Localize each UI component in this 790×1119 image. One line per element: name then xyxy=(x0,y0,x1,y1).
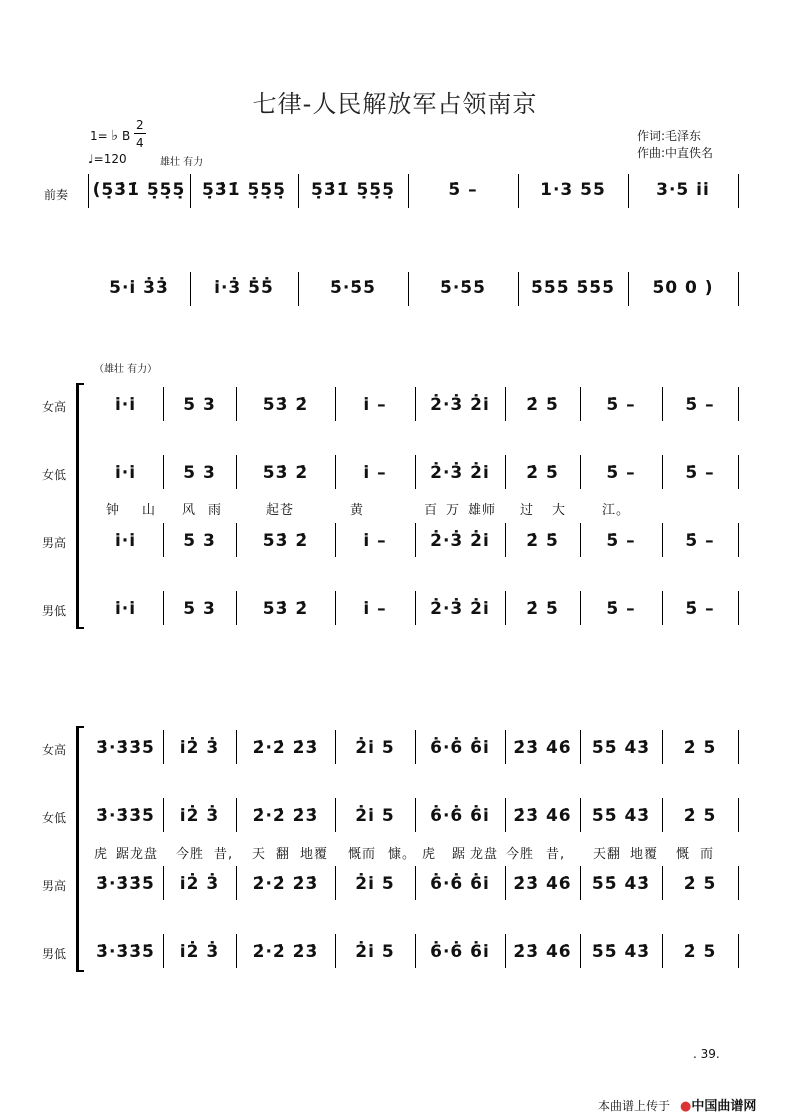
lyric-syllable: 慨 xyxy=(676,847,691,862)
note-cell: 5̇·5̇5̇ xyxy=(440,278,486,298)
barline xyxy=(505,523,506,557)
note-cell: i̇ – xyxy=(363,599,387,619)
note-cell: 5̇5̇ 4̇3̇ xyxy=(591,874,651,894)
barline xyxy=(580,866,581,900)
note-cell: 2̇ 5 xyxy=(683,738,717,758)
barline xyxy=(518,272,519,306)
barline xyxy=(580,798,581,832)
note-cell: 5̇ – xyxy=(685,531,715,551)
note-cell: 53̇ 2̇ xyxy=(262,599,309,619)
site-logo-text: 中国曲谱网 xyxy=(691,1099,757,1114)
barline xyxy=(580,455,581,489)
note-cell: 2̇3̇ 4̇6̇ xyxy=(513,806,572,826)
barline xyxy=(163,866,164,900)
expression-chorus: （雄壮 有力） xyxy=(94,364,158,375)
note-cell: 2̇ 5̇ xyxy=(526,395,559,415)
key-prefix: 1= xyxy=(90,129,108,143)
site-logo: ●中国曲谱网 xyxy=(680,1099,757,1114)
note-cell: 53̇ 2̇ xyxy=(262,395,309,415)
note-cell: 5̣3̇1̇ 5̣5̣5̣ xyxy=(311,180,395,200)
barline xyxy=(236,798,237,832)
note-cell: 5 3 xyxy=(183,599,216,619)
note-cell: 5 3 xyxy=(183,395,216,415)
barline xyxy=(335,591,336,625)
barline xyxy=(738,934,739,968)
barline xyxy=(163,523,164,557)
part-label: 女低 xyxy=(42,468,67,482)
note-cell: 53̇ 2̇ xyxy=(262,463,309,483)
note-cell: 5̇ – xyxy=(606,463,636,483)
note-cell: i̇ – xyxy=(363,395,387,415)
barline xyxy=(580,523,581,557)
lyric-syllable: 百 xyxy=(424,503,439,518)
note-cell: 2̇i̇ 5 xyxy=(355,942,395,962)
lyric-syllable: 雨 xyxy=(208,503,223,518)
note-cell: 2̇i̇ 5 xyxy=(355,738,395,758)
key-signature xyxy=(90,128,130,144)
lyric-syllable: 过 xyxy=(520,503,535,518)
barline xyxy=(580,934,581,968)
barline xyxy=(163,934,164,968)
note-cell: 3·5 i̇i̇ xyxy=(656,180,710,200)
lyric-syllable: 雄师 xyxy=(468,503,497,518)
lyric-syllable: 今胜 xyxy=(506,847,535,862)
note-cell: i̇·i̇ xyxy=(114,395,137,415)
note-cell: 5̇0 0 ) xyxy=(652,278,714,298)
barline xyxy=(628,272,629,306)
barline xyxy=(505,455,506,489)
note-cell: 5̇5̇ 4̇3̇ xyxy=(591,738,651,758)
system-bracket xyxy=(76,383,79,629)
note-cell: 6̇·6̇ 6̇i̇ xyxy=(430,874,490,894)
lyric-syllable: 虎 xyxy=(94,847,109,862)
lyric-syllable: 翻 xyxy=(276,847,291,862)
note-cell: 2̇·2̇ 2̇3̇ xyxy=(252,942,319,962)
system-bracket-cap xyxy=(76,726,84,728)
barline xyxy=(505,934,506,968)
lyric-syllable: 黄 xyxy=(350,503,365,518)
barline xyxy=(662,730,663,764)
system-bracket-cap xyxy=(76,383,84,385)
barline xyxy=(163,387,164,421)
barline xyxy=(738,591,739,625)
lyric-syllable: 地覆 xyxy=(300,847,329,862)
barline xyxy=(662,387,663,421)
intro-label: 前奏 xyxy=(44,188,69,202)
note-cell: (5̣3̇1̇ 5̣5̣5̣ xyxy=(92,180,186,200)
tempo-marking xyxy=(88,152,127,166)
lyric-syllable: 昔, xyxy=(214,847,234,862)
lyric-syllable: 踞 xyxy=(452,847,467,862)
part-label: 男高 xyxy=(42,536,67,550)
lyric-syllable: 踞龙盘 xyxy=(116,847,159,862)
barline xyxy=(415,591,416,625)
page-number: . 39. xyxy=(693,1047,720,1061)
note-cell: 2̇·2̇ 2̇3̇ xyxy=(252,874,319,894)
barline xyxy=(415,455,416,489)
lyric-syllable: 钟 xyxy=(106,503,121,518)
barline xyxy=(88,174,89,208)
barline xyxy=(335,455,336,489)
barline xyxy=(580,591,581,625)
note-cell: i̇ – xyxy=(363,531,387,551)
note-cell: 5̇5̇ 4̇3̇ xyxy=(591,806,651,826)
note-cell: i̇2̇ 3̇ xyxy=(179,874,220,894)
barline xyxy=(335,387,336,421)
system-bracket xyxy=(76,726,79,972)
barline xyxy=(505,798,506,832)
barline xyxy=(163,455,164,489)
note-cell: 6̇·6̇ 6̇i̇ xyxy=(430,738,490,758)
barline xyxy=(236,591,237,625)
lyric-syllable: 山 xyxy=(142,503,157,518)
footer-text: 本曲谱上传于 xyxy=(598,1099,671,1113)
barline xyxy=(505,730,506,764)
part-label: 男低 xyxy=(42,604,67,618)
barline xyxy=(580,387,581,421)
barline xyxy=(190,174,191,208)
barline xyxy=(628,174,629,208)
lyric-syllable: 今胜 xyxy=(176,847,205,862)
barline xyxy=(662,934,663,968)
note-cell: 2̇·2̇ 2̇3̇ xyxy=(252,738,319,758)
lyric-syllable: 大 xyxy=(552,503,567,518)
barline xyxy=(738,798,739,832)
note-cell: 3̇·3̇3̇5̇ xyxy=(96,942,155,962)
note-cell: 2̇i̇ 5 xyxy=(355,806,395,826)
note-cell: i̇2̇ 3̇ xyxy=(179,806,220,826)
time-signature-top: 2 xyxy=(136,118,144,132)
barline xyxy=(518,174,519,208)
lyric-syllable: 慷。 xyxy=(388,847,417,862)
part-label: 女高 xyxy=(42,743,67,757)
lyric-syllable: 江。 xyxy=(602,503,631,518)
note-cell: 2̇ 5̇ xyxy=(526,599,559,619)
lyric-syllable: 地覆 xyxy=(630,847,659,862)
note-cell: 5 3 xyxy=(183,531,216,551)
lyric-syllable: 天 xyxy=(252,847,267,862)
tempo-value: =120 xyxy=(93,152,127,166)
barline xyxy=(580,730,581,764)
barline xyxy=(163,730,164,764)
barline xyxy=(662,523,663,557)
barline xyxy=(415,730,416,764)
barline xyxy=(190,272,191,306)
note-cell: 5̇ – xyxy=(685,599,715,619)
barline xyxy=(236,455,237,489)
barline xyxy=(662,455,663,489)
barline xyxy=(662,866,663,900)
note-cell: 2̇·3̇ 2̇i̇ xyxy=(430,463,490,483)
system-bracket-cap xyxy=(76,970,84,972)
lyric-syllable: 天翻 xyxy=(593,847,622,862)
note-cell: 2̇i̇ 5 xyxy=(355,874,395,894)
note-cell: 5̇5̇5̇ 5̇5̇5̇ xyxy=(531,278,615,298)
barline xyxy=(415,387,416,421)
expression-intro: 雄壮 有力 xyxy=(160,157,204,168)
note-cell: 2̇3̇ 4̇6̇ xyxy=(513,942,572,962)
note-cell: 6̇·6̇ 6̇i̇ xyxy=(430,806,490,826)
barline xyxy=(662,798,663,832)
note-cell: 2̇·2̇ 2̇3̇ xyxy=(252,806,319,826)
lyricist: 作词:毛泽东 xyxy=(637,129,702,143)
barline xyxy=(415,866,416,900)
barline xyxy=(236,387,237,421)
lyric-syllable: 昔, xyxy=(546,847,566,862)
time-signature-bottom: 4 xyxy=(136,136,144,150)
note-cell: 3̇·3̇3̇5̇ xyxy=(96,738,155,758)
note-cell: 5̇5̇ 4̇3̇ xyxy=(591,942,651,962)
lyric-syllable: 起苍 xyxy=(266,503,295,518)
barline xyxy=(298,272,299,306)
barline xyxy=(408,272,409,306)
page-title: 七律-人民解放军占领南京 xyxy=(252,90,538,118)
note-cell: 5̇ – xyxy=(685,395,715,415)
barline xyxy=(335,730,336,764)
time-signature-line xyxy=(134,133,146,134)
note-cell: i̇·i̇ xyxy=(114,531,137,551)
note-cell: 2̇ 5 xyxy=(683,806,717,826)
barline xyxy=(415,934,416,968)
barline xyxy=(236,934,237,968)
barline xyxy=(738,174,739,208)
barline xyxy=(298,174,299,208)
barline xyxy=(335,866,336,900)
barline xyxy=(738,272,739,306)
note-cell: 2̇ 5̇ xyxy=(526,531,559,551)
barline xyxy=(738,730,739,764)
barline xyxy=(335,798,336,832)
note-cell: 5̇ – xyxy=(606,531,636,551)
note-cell: 2̇·3̇ 2̇i̇ xyxy=(430,395,490,415)
note-cell: 5 3 xyxy=(183,463,216,483)
system-bracket-cap xyxy=(76,627,84,629)
note-cell: 2̇3̇ 4̇6̇ xyxy=(513,738,572,758)
note-cell: 6̇·6̇ 6̇i̇ xyxy=(430,942,490,962)
note-cell: 2̇·3̇ 2̇i̇ xyxy=(430,599,490,619)
barline xyxy=(738,455,739,489)
barline xyxy=(415,798,416,832)
note-cell: 2̇3̇ 4̇6̇ xyxy=(513,874,572,894)
barline xyxy=(415,523,416,557)
note-cell: i̇·i̇ xyxy=(114,599,137,619)
note-cell: 3̇·3̇3̇5̇ xyxy=(96,806,155,826)
barline xyxy=(662,591,663,625)
note-cell: i̇·3̇ 5̇5̇ xyxy=(214,278,274,298)
note-cell: 1·3 55 xyxy=(540,180,606,200)
note-cell: i̇2̇ 3̇ xyxy=(179,942,220,962)
note-cell: 2̇·3̇ 2̇i̇ xyxy=(430,531,490,551)
barline xyxy=(335,523,336,557)
barline xyxy=(505,387,506,421)
key-letter: B xyxy=(121,129,131,143)
part-label: 男高 xyxy=(42,879,67,893)
note-cell: 5·i̇ 3̇3̇ xyxy=(109,278,169,298)
barline xyxy=(505,866,506,900)
note-cell: i̇ – xyxy=(363,463,387,483)
note-cell: 2̇ 5 xyxy=(683,942,717,962)
note-cell: 5̇ – xyxy=(448,180,478,200)
barline xyxy=(335,934,336,968)
lyric-syllable: 虎 xyxy=(422,847,437,862)
quarter-note-icon: ♩ xyxy=(88,152,94,166)
part-label: 男低 xyxy=(42,947,67,961)
barline xyxy=(408,174,409,208)
lyric-syllable: 龙盘 xyxy=(470,847,499,862)
lyric-syllable: 慨而 xyxy=(348,847,377,862)
barline xyxy=(738,387,739,421)
composer: 作曲:中直佚名 xyxy=(637,146,714,160)
note-cell: 5̇ – xyxy=(685,463,715,483)
note-cell: 2̇ 5 xyxy=(683,874,717,894)
barline xyxy=(163,591,164,625)
note-cell: 53̇ 2̇ xyxy=(262,531,309,551)
note-cell: 5̣3̇1̇ 5̣5̣5̣ xyxy=(202,180,286,200)
part-label: 女低 xyxy=(42,811,67,825)
barline xyxy=(738,866,739,900)
barline xyxy=(163,798,164,832)
note-cell: i̇2̇ 3̇ xyxy=(179,738,220,758)
note-cell: 3̇·3̇3̇5̇ xyxy=(96,874,155,894)
note-cell: 5̇·5̇5̇ xyxy=(330,278,376,298)
lyric-syllable: 而 xyxy=(700,847,715,862)
barline xyxy=(236,730,237,764)
note-cell: 5̇ – xyxy=(606,599,636,619)
lyric-syllable: 万 xyxy=(446,503,461,518)
barline xyxy=(236,523,237,557)
flat-icon: ♭ xyxy=(111,128,119,144)
note-cell: i̇·i̇ xyxy=(114,463,137,483)
note-cell: 2̇ 5̇ xyxy=(526,463,559,483)
part-label: 女高 xyxy=(42,400,67,414)
note-cell: 5̇ – xyxy=(606,395,636,415)
barline xyxy=(738,523,739,557)
barline xyxy=(505,591,506,625)
barline xyxy=(236,866,237,900)
lyric-syllable: 风 xyxy=(182,503,197,518)
